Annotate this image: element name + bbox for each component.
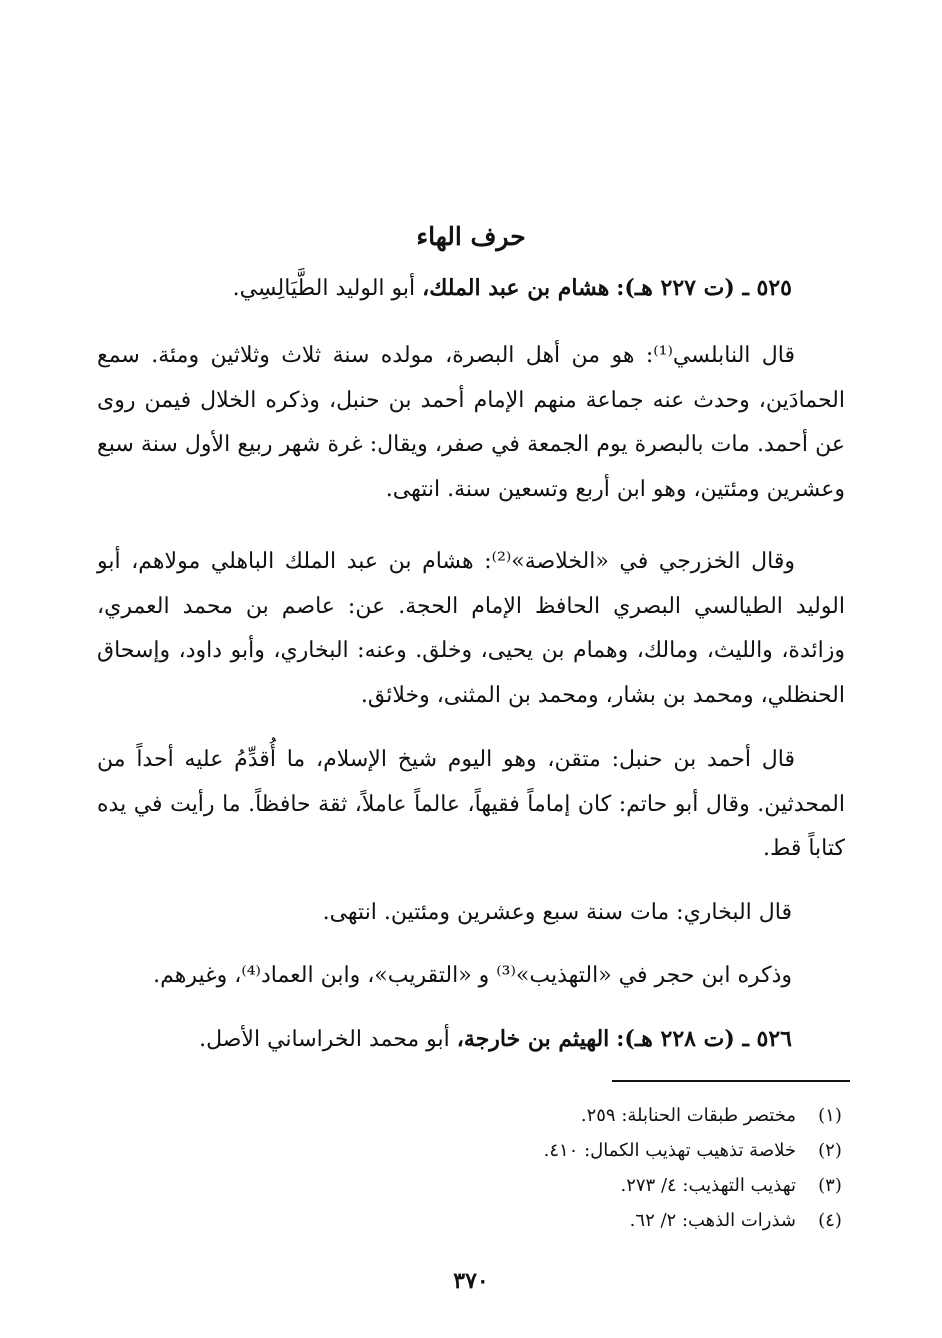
- footnote-text: خلاصة تذهيب تهذيب الكمال: ٤١٠.: [543, 1140, 796, 1161]
- page-number: ٣٧٠: [453, 1268, 489, 1294]
- footnote-text: مختصر طبقات الحنابلة: ٢٥٩.: [580, 1105, 796, 1126]
- footnote-number: (١): [818, 1105, 842, 1126]
- section-heading: حرف الهاء: [416, 222, 526, 251]
- footnotes: [350, 1098, 850, 1238]
- entry-526-number: ٥٢٦ ـ (ت ٢٢٨ هـ):: [616, 1026, 792, 1052]
- entry-525: [92, 268, 792, 309]
- footnote-item: [350, 1098, 850, 1133]
- line-ibn-hajar: وذكره ابن حجر في «التهذيب»⁽³⁾ و «التقريب»، وابن العماد⁽⁴⁾، وغيرهم.: [153, 963, 792, 988]
- footnote-item: [350, 1133, 850, 1168]
- entry-525-number: ٥٢٥ ـ (ت ٢٢٧ هـ):: [616, 275, 792, 301]
- footnote-number: (٣): [818, 1175, 842, 1196]
- paragraph-khazraji-text: وقال الخزرجي في «الخلاصة»⁽²⁾: هشام بن عبد الملك الباهلي مولاهم، أبو الوليد الطيالسي البصري الحافظ الإمام الحجة. عن: عاصم بن محمد العمري، وزائدة، والليث، ومالك، وهمام بن يحيى، وخلق. وعنه: البخاري، وأبو داود، وإسحاق الحنظلي، ومحمد بن بشار، ومحمد بن المثنى، وخلائق.: [97, 549, 845, 708]
- footnote-divider: [612, 1080, 850, 1082]
- entry-526-rest: أبو محمد الخراساني الأصل.: [199, 1027, 450, 1052]
- paragraph-nabulsi: [97, 334, 845, 512]
- line-bukhari: قال البخاري: مات سنة سبع وعشرين ومئتين. انتهى.: [322, 900, 792, 925]
- paragraph-ahmad: [97, 738, 845, 872]
- footnote-item: [350, 1203, 850, 1238]
- paragraph-khazraji: [97, 540, 845, 718]
- entry-526: [92, 1019, 792, 1060]
- paragraph-ahmad-text: قال أحمد بن حنبل: متقن، وهو اليوم شيخ الإسلام، ما أُقدِّمُ عليه أحداً من المحدثين. وقال أبو حاتم: كان إماماً فقيهاً، عالماً عاملاً، ثقة حافظاً. ما رأيت في يده كتاباً قط.: [97, 747, 845, 861]
- entry-525-name: هشام بن عبد الملك،: [422, 275, 610, 301]
- footnote-number: (٤): [818, 1210, 842, 1231]
- footnote-text: شذرات الذهب: ٢/ ٦٢.: [629, 1210, 796, 1231]
- footnote-number: (٢): [818, 1140, 842, 1161]
- footnote-item: [350, 1168, 850, 1203]
- paragraph-nabulsi-text: قال النابلسي⁽¹⁾: هو من أهل البصرة، مولده سنة ثلاث وثلاثين ومئة. سمع الحمادَين، وحدث عنه جماعة منهم الإمام أحمد بن حنبل، وذكره الخلال فيمن روى عن أحمد. مات بالبصرة يوم الجمعة في صفر، ويقال: غرة شهر ربيع الأول سنة سبع وعشرين ومئتين، وهو ابن أربع وتسعين سنة. انتهى.: [97, 343, 845, 502]
- entry-526-name: الهيثم بن خارجة،: [456, 1026, 610, 1052]
- entry-525-rest: أبو الوليد الطَّيَالِسِي.: [232, 276, 416, 301]
- footnote-text: تهذيب التهذيب: ٤/ ٢٧٣.: [620, 1175, 796, 1196]
